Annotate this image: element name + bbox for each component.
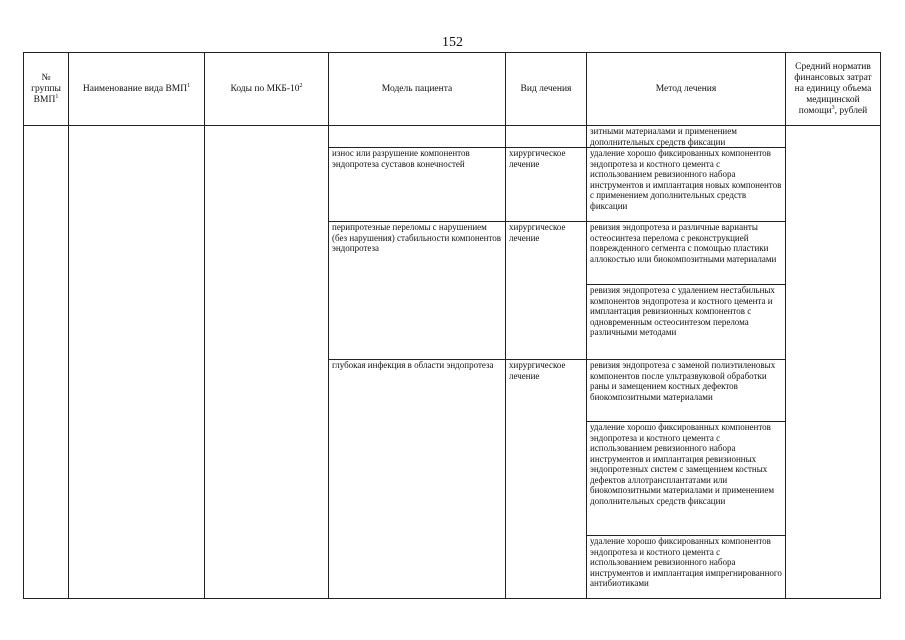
header-patient-model: Модель пациента — [329, 53, 506, 126]
treatment-type-cell: хирургическое лечение — [506, 222, 587, 360]
header-cost: Средний норматив финансовых затрат на единицу объема медицинской помощи$^3$, рублей — [786, 53, 881, 126]
header-group-number-vmp: ВМП — [33, 94, 56, 105]
patient-model-cell — [329, 126, 506, 148]
footnote-mark: 2 — [299, 82, 303, 89]
page-number: 152 — [442, 35, 463, 50]
cost-cell — [786, 126, 881, 599]
header-treatment-method: Метод лечения — [587, 53, 786, 126]
header-treatment-type: Вид лечения — [506, 53, 587, 126]
vmp-table-container — [23, 52, 880, 600]
treatment-method-cell: удаление хорошо фиксированных компонентов эндопротеза и костного цемента с использованием ревизионного набора инструментов и имплантация импрегнированного антибиотиками — [587, 536, 786, 599]
header-vmp-type: Наименование вида ВМП$^1$ — [69, 53, 205, 126]
footnote-mark: 3 — [831, 104, 835, 111]
treatment-method-cell: удаление хорошо фиксированных компонентов эндопротеза и костного цемента с использованием ревизионного набора инструментов и имплантация новых компонентов с применением дополнительных средств фиксации — [587, 148, 786, 222]
header-group-number — [24, 53, 69, 126]
treatment-method-cell: удаление хорошо фиксированных компонентов эндопротеза и костного цемента с использованием ревизионного набора инструментов и имплантация ревизионных эндопротезных систем с замещением костных дефектов аллотрансплантатами или биокомпозитными материалами и применением дополнительных средств фиксации — [587, 422, 786, 536]
treatment-method-cell: зитными материалами и применением дополнительных средств фиксации — [587, 126, 786, 148]
treatment-method-cell: ревизия эндопротеза и различные варианты остеосинтеза перелома с реконструкцией поврежденного сегмента с помощью пластики аллокостью или биокомпозитными материалами — [587, 222, 786, 285]
treatment-type-cell: хирургическое лечение — [506, 148, 587, 222]
header-group-number-sign: № — [41, 72, 51, 83]
footnote-mark: 1 — [187, 82, 191, 89]
table-row — [24, 126, 881, 148]
patient-model-cell: перипротезные переломы с нарушением (без нарушения) стабильности компонентов эндопротеза — [329, 222, 506, 360]
patient-model-cell: износ или разрушение компонентов эндопротеза суставов конечностей — [329, 148, 506, 222]
vmp-table — [23, 52, 881, 599]
treatment-method-cell: ревизия эндопротеза с заменой полиэтиленовых компонентов после ультразвуковой обработки раны и замещением костных дефектов биокомпозитными материалами — [587, 360, 786, 422]
group-number-cell — [24, 126, 69, 599]
table-header-row — [24, 53, 881, 126]
vmp-type-cell — [69, 126, 205, 599]
icd-codes-cell — [205, 126, 329, 599]
treatment-method-cell: ревизия эндопротеза с удалением нестабильных компонентов эндопротеза и костного цемента и имплантация ревизионных компонентов с одновременным остеосинтезом перелома различными методами — [587, 285, 786, 360]
header-group-number-word: группы — [31, 83, 61, 94]
patient-model-cell: глубокая инфекция в области эндопротеза — [329, 360, 506, 599]
treatment-type-cell: хирургическое лечение — [506, 360, 587, 599]
header-icd-codes: Коды по МКБ-$10^2$ — [205, 53, 329, 126]
footnote-mark: 1 — [55, 93, 59, 100]
treatment-type-cell — [506, 126, 587, 148]
